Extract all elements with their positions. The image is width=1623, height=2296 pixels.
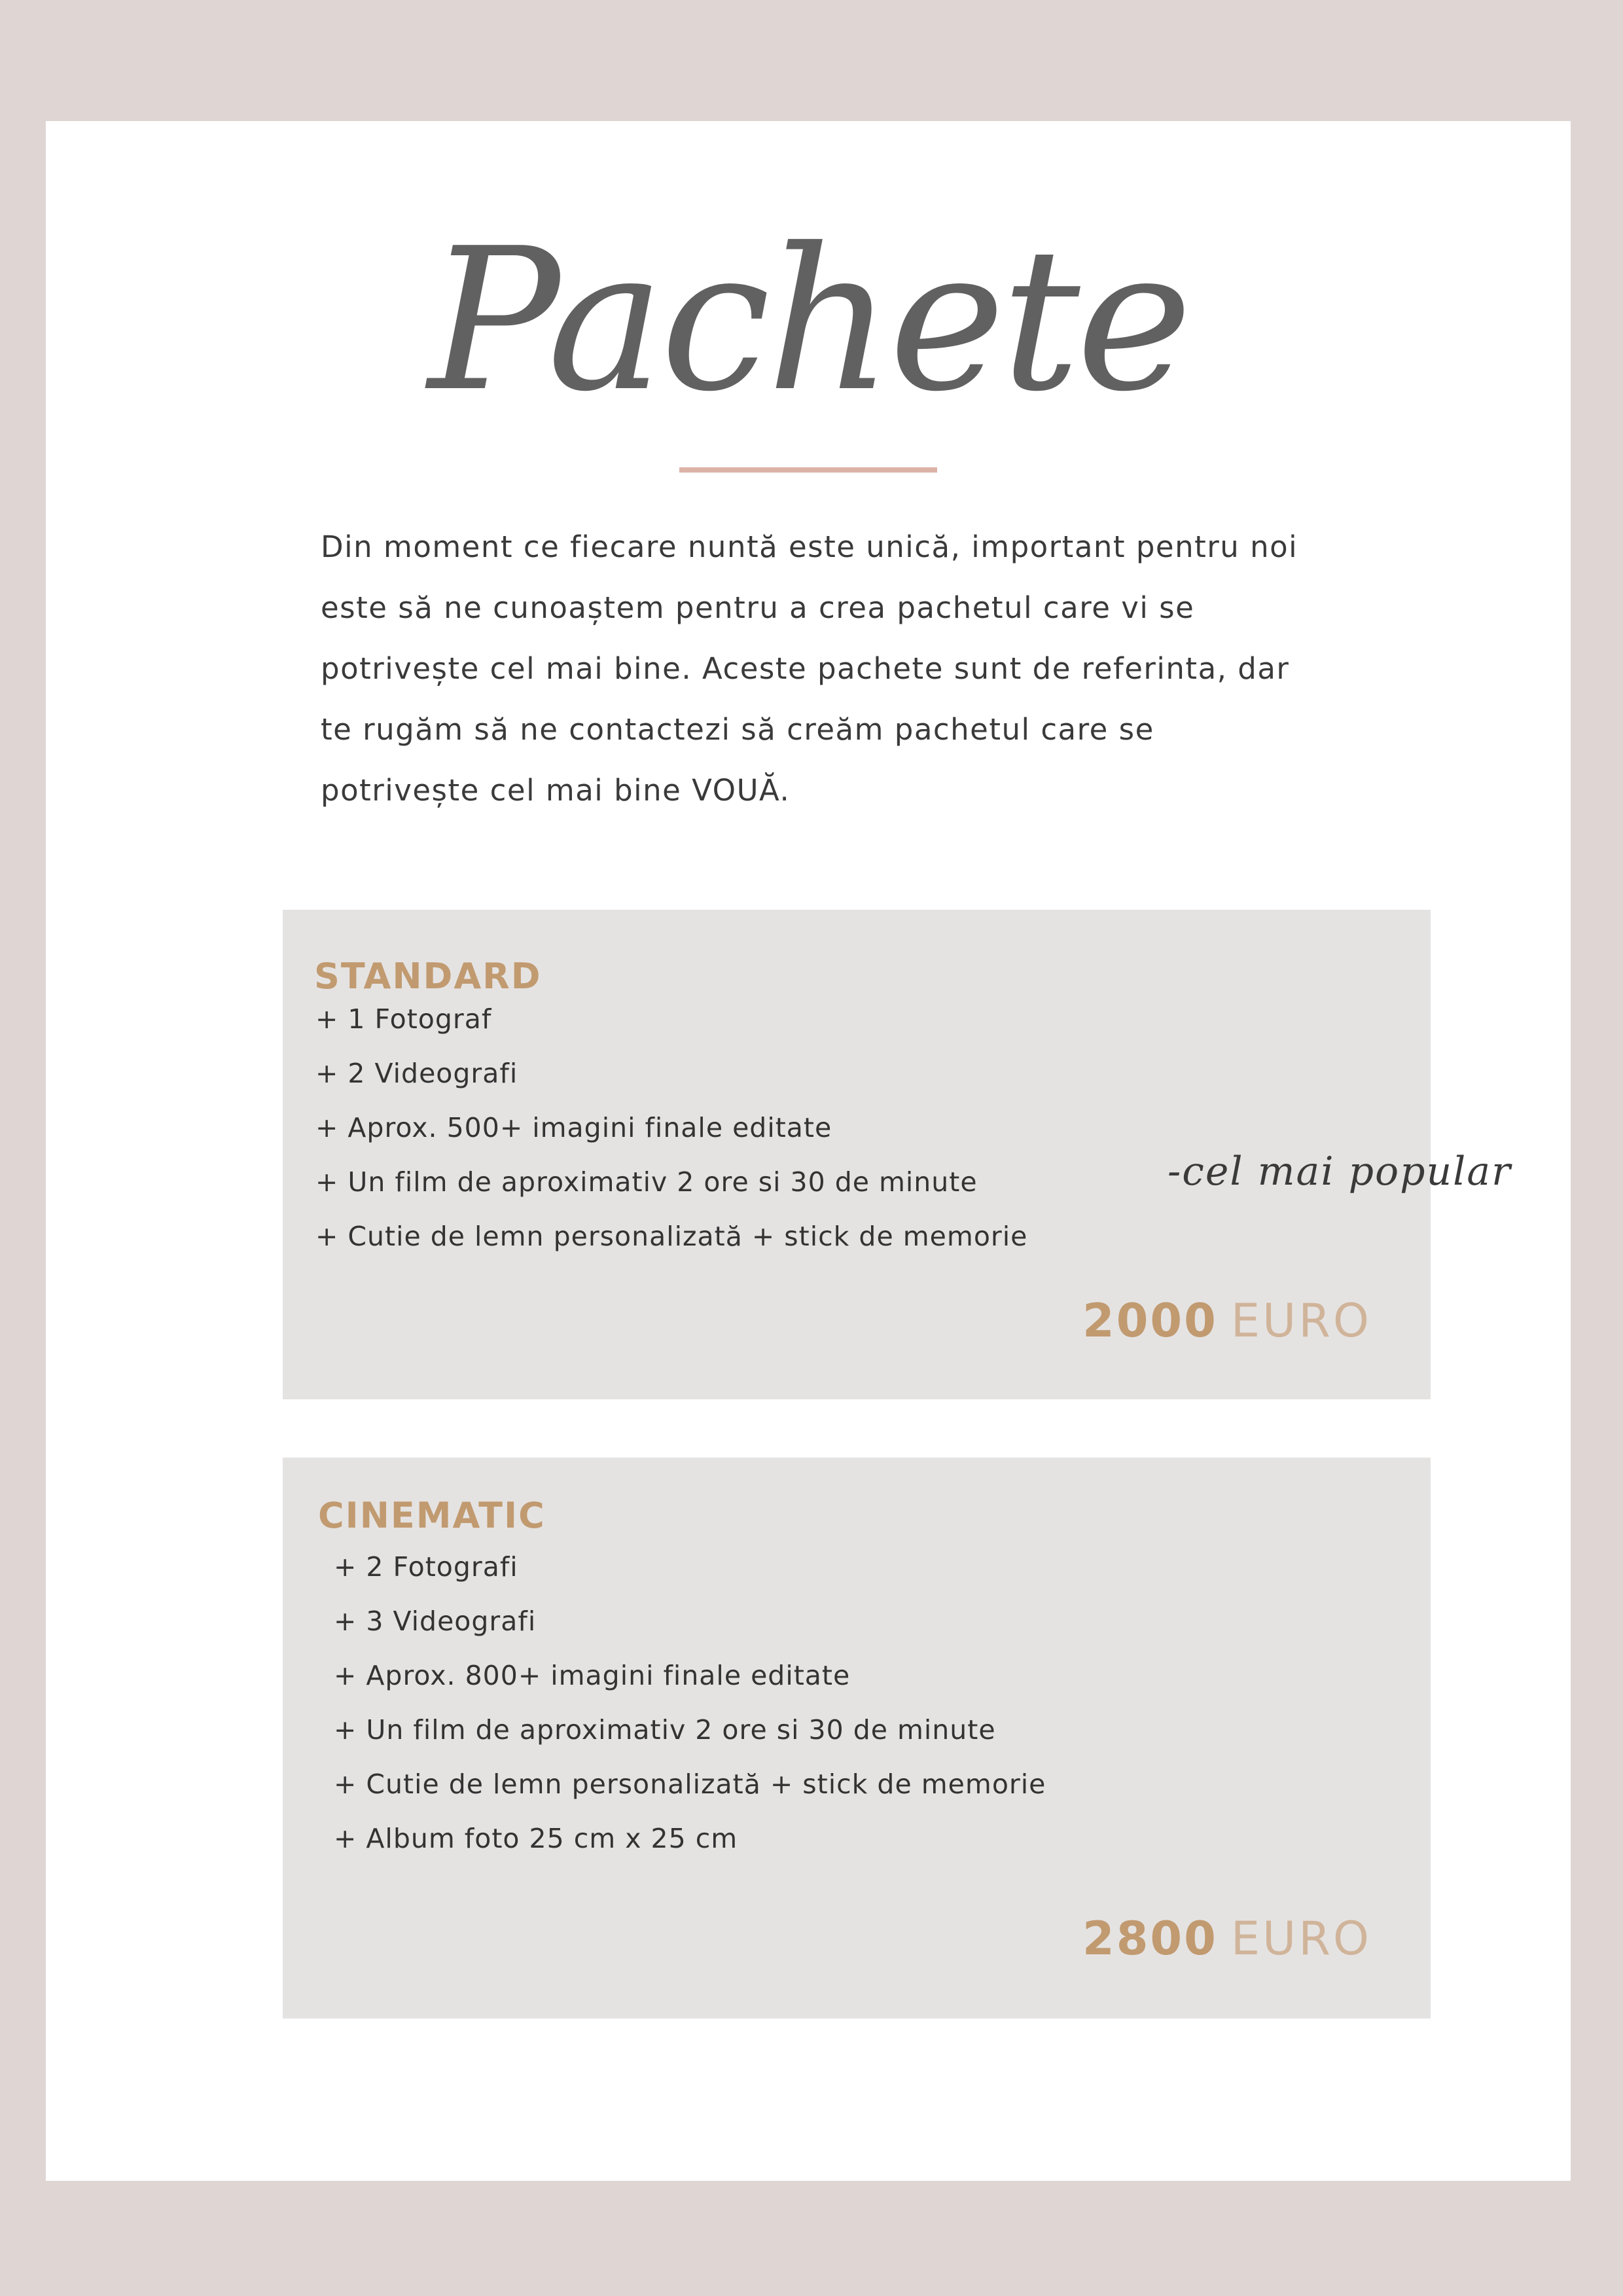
package-card-cinematic bbox=[283, 1458, 1431, 2018]
package-name: CINEMATIC bbox=[318, 1495, 546, 1536]
package-name: STANDARD bbox=[314, 956, 542, 997]
feature-item: + 2 Videografi bbox=[315, 1058, 518, 1089]
price-currency: EURO bbox=[1230, 1294, 1372, 1348]
feature-item: + 1 Fotograf bbox=[315, 1003, 492, 1035]
package-price bbox=[1082, 1294, 1372, 1348]
feature-item: + Un film de aproximativ 2 ore si 30 de minute bbox=[315, 1166, 978, 1198]
package-card-standard bbox=[283, 910, 1512, 1399]
feature-item: + Cutie de lemn personalizată + stick de memorie bbox=[334, 1768, 1046, 1800]
most-popular-note: -cel mai popular bbox=[1168, 1149, 1512, 1194]
feature-list bbox=[334, 1540, 1046, 1866]
feature-item: + Aprox. 800+ imagini finale editate bbox=[334, 1660, 851, 1691]
feature-list bbox=[315, 992, 1027, 1264]
feature-item: + Cutie de lemn personalizată + stick de memorie bbox=[315, 1221, 1028, 1252]
feature-item: + Album foto 25 cm x 25 cm bbox=[334, 1823, 738, 1854]
feature-item: + 3 Videografi bbox=[334, 1605, 537, 1637]
price-amount: 2800 bbox=[1082, 1912, 1218, 1965]
feature-item: + Aprox. 500+ imagini finale editate bbox=[315, 1112, 832, 1143]
intro-paragraph: Din moment ce fiecare nuntă este unică, important pentru noi este să ne cunoaștem pentru a crea pachetul care vi se potrivește cel mai bine. Aceste pachete sunt de referinta, dar te rugăm să ne contactezi să creăm pachetul care se potrivește cel mai bine VOUĂ. bbox=[321, 529, 1298, 808]
page-sheet bbox=[46, 121, 1571, 2181]
price-amount: 2000 bbox=[1082, 1294, 1218, 1348]
page-title: Pachete bbox=[427, 206, 1189, 435]
price-currency: EURO bbox=[1230, 1912, 1372, 1965]
feature-item: + Un film de aproximativ 2 ore si 30 de minute bbox=[334, 1714, 996, 1746]
package-price bbox=[1082, 1912, 1372, 1965]
title-divider bbox=[679, 467, 937, 473]
feature-item: + 2 Fotografi bbox=[334, 1551, 518, 1583]
